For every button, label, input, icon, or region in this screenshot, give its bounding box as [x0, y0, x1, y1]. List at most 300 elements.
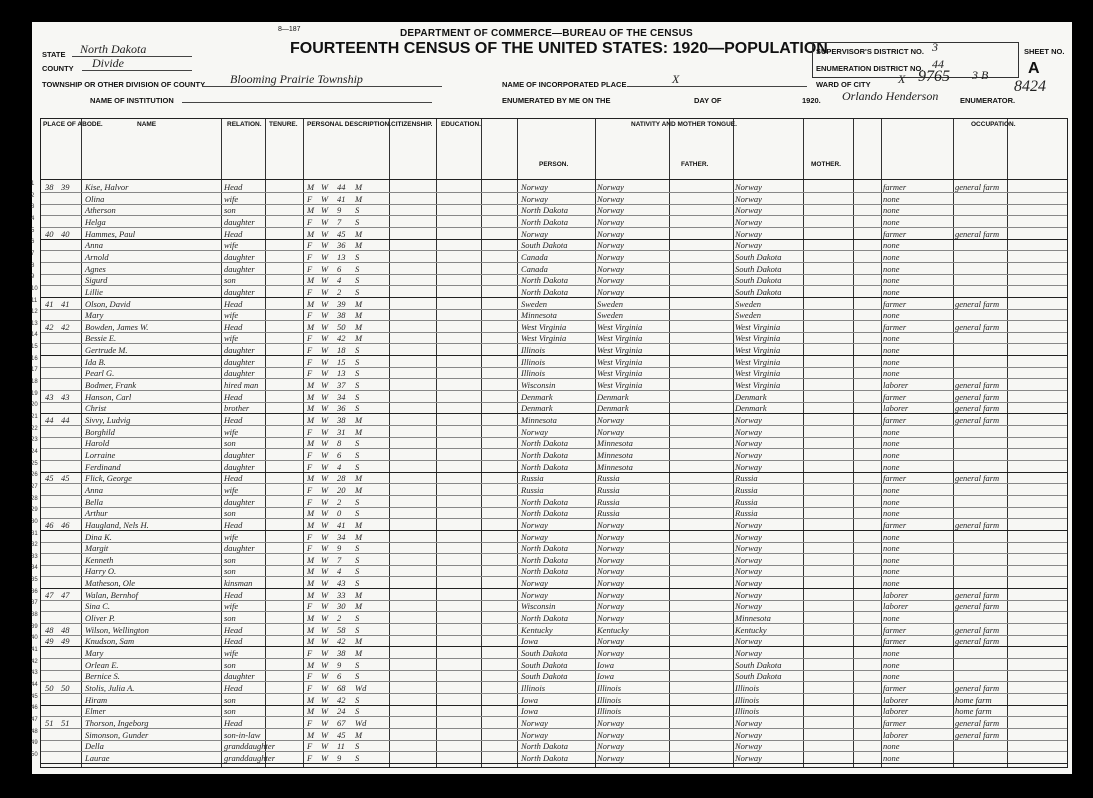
cell-sex: M — [307, 589, 315, 600]
cell-fbp: Illinois — [597, 694, 622, 705]
cell-sex: M — [307, 694, 315, 705]
cell-race: W — [321, 694, 329, 705]
cell-rel: daughter — [224, 356, 255, 367]
cell-mar: S — [355, 613, 360, 624]
cell-mar: S — [355, 380, 360, 391]
cell-fbp: West Virginia — [597, 321, 643, 332]
cell-bp: South Dakota — [521, 648, 568, 658]
cell-fbp: Illinois — [597, 706, 622, 717]
cell-rel: son — [224, 438, 236, 449]
table-row — [31, 204, 1067, 216]
cell-sex: M — [307, 275, 315, 286]
cell-mbp: Norway — [735, 543, 762, 554]
cell-fam: 44 — [61, 415, 70, 425]
cell-fbp: Minnesota — [597, 438, 633, 449]
cell-fbp: Norway — [597, 426, 624, 437]
cell-mbp: Norway — [735, 578, 762, 589]
cell-mar: M — [355, 298, 363, 309]
cell-fbp: Norway — [597, 286, 624, 297]
cell-age: 44 — [337, 182, 346, 192]
cell-age: 7 — [337, 554, 342, 565]
cell-ind: general farm — [955, 682, 1000, 693]
cell-fbp: Denmark — [597, 391, 629, 402]
cell-sex: M — [307, 554, 315, 565]
cell-age: 38 — [337, 648, 346, 658]
table-row — [31, 577, 1067, 589]
cell-age: 8 — [337, 438, 342, 449]
cell-rel: Head — [224, 717, 243, 728]
cell-fbp: Russia — [597, 473, 620, 484]
cell-name: Atherson — [85, 205, 116, 216]
cell-bp: West Virginia — [521, 333, 567, 344]
cell-age: 0 — [337, 508, 342, 519]
enumerator-signature: Orlando Henderson — [842, 89, 939, 103]
cell-name: Knudson, Sam — [85, 636, 135, 647]
cell-name: Oliver P. — [85, 613, 116, 624]
enumerated-label: ENUMERATED BY ME ON THE — [502, 96, 611, 105]
cell-occ: none — [883, 496, 900, 507]
cell-race: W — [321, 473, 329, 484]
cell-name: Sigurd — [85, 275, 108, 286]
section-name: NAME — [137, 121, 157, 128]
cell-sex: M — [307, 228, 315, 239]
cell-occ: none — [883, 438, 900, 449]
department-heading: DEPARTMENT OF COMMERCE—BUREAU OF THE CENSUS — [400, 28, 693, 39]
cell-age: 13 — [337, 368, 346, 379]
cell-age: 38 — [337, 310, 346, 321]
cell-ind: general farm — [955, 228, 1000, 239]
cell-age: 6 — [337, 449, 342, 460]
cell-name: Gertrude M. — [85, 345, 128, 356]
cell-mar: M — [355, 589, 363, 600]
cell-occ: none — [883, 554, 900, 565]
cell-dw: 44 — [45, 415, 54, 425]
cell-mbp: Russia — [735, 484, 758, 495]
cell-mbp: Norway — [735, 531, 762, 542]
cell-bp: North Dakota — [521, 205, 568, 216]
cell-dw: 48 — [45, 624, 54, 635]
table-row — [31, 728, 1067, 741]
cell-name: Arnold — [85, 251, 109, 262]
cell-race: W — [321, 648, 329, 658]
cell-mar: S — [355, 508, 360, 519]
cell-fbp: Illinois — [597, 682, 622, 693]
subsection-person: PERSON. — [539, 161, 569, 168]
cell-mar: M — [355, 333, 363, 344]
cell-sex: M — [307, 508, 315, 519]
cell-race: W — [321, 636, 329, 647]
table-row — [31, 448, 1067, 461]
cell-mbp: Norway — [735, 741, 762, 752]
cell-bp: Canada — [521, 263, 548, 274]
cell-race: W — [321, 182, 329, 192]
cell-name: Ferdinand — [85, 461, 121, 472]
cell-mbp: South Dakota — [735, 275, 782, 286]
cell-race: W — [321, 741, 329, 752]
line-number: 4 — [31, 215, 35, 222]
cell-bp: Wisconsin — [521, 380, 556, 391]
cell-bp: North Dakota — [521, 449, 568, 460]
cell-race: W — [321, 216, 329, 227]
cell-ind: general farm — [955, 717, 1000, 728]
cell-age: 18 — [337, 345, 346, 356]
cell-fbp: Norway — [597, 554, 624, 565]
cell-race: W — [321, 519, 329, 530]
cell-occ: none — [883, 671, 900, 682]
cell-name: Hiram — [85, 694, 108, 705]
line-number: 24 — [31, 448, 38, 455]
cell-mar: M — [355, 601, 363, 612]
line-number: 50 — [31, 751, 38, 758]
cell-sex: F — [307, 286, 313, 297]
cell-sex: M — [307, 415, 315, 425]
cell-bp: Minnesota — [521, 310, 557, 321]
cell-mar: S — [355, 286, 360, 297]
table-row — [31, 320, 1067, 333]
cell-sex: F — [307, 682, 313, 693]
cell-fam: 50 — [61, 682, 70, 693]
line-number: 40 — [31, 635, 38, 642]
subsection-mother: MOTHER. — [811, 161, 841, 168]
line-number: 20 — [31, 402, 38, 409]
cell-mbp: Illinois — [735, 694, 760, 705]
cell-mbp: Illinois — [735, 682, 760, 693]
cell-age: 42 — [337, 694, 346, 705]
state-label: STATE — [42, 50, 66, 59]
cell-bp: Norway — [521, 717, 548, 728]
cell-fbp: Norway — [597, 717, 624, 728]
cell-fbp: Norway — [597, 636, 624, 647]
cell-name: Harry O. — [85, 566, 117, 577]
line-number: 31 — [31, 530, 38, 537]
cell-bp: South Dakota — [521, 671, 568, 682]
table-row — [31, 670, 1067, 682]
cell-name: Della — [85, 741, 104, 752]
table-row — [31, 460, 1067, 473]
cell-occ: none — [883, 251, 900, 262]
cell-age: 20 — [337, 484, 346, 495]
cell-rel: son — [224, 694, 236, 705]
cell-sex: M — [307, 706, 315, 717]
cell-fbp: Norway — [597, 578, 624, 589]
cell-ind: general farm — [955, 403, 1000, 414]
cell-age: 24 — [337, 706, 346, 717]
line-number: 17 — [31, 367, 38, 374]
cell-age: 31 — [337, 426, 346, 437]
cell-fbp: Norway — [597, 251, 624, 262]
cell-occ: none — [883, 426, 900, 437]
line-number: 48 — [31, 728, 38, 735]
cell-occ: farmer — [883, 228, 907, 239]
cell-mar: M — [355, 426, 363, 437]
cell-rel: son — [224, 659, 236, 670]
cell-fbp: Norway — [597, 566, 624, 577]
cell-occ: none — [883, 345, 900, 356]
cell-occ: none — [883, 275, 900, 286]
section-occupation: OCCUPATION. — [971, 121, 1016, 128]
cell-sex: F — [307, 426, 313, 437]
cell-sex: F — [307, 333, 313, 344]
cell-name: Helga — [85, 216, 106, 227]
cell-rel: kinsman — [224, 578, 253, 589]
cell-fbp: Minnesota — [597, 461, 633, 472]
line-number: 30 — [31, 518, 38, 525]
cell-age: 9 — [337, 659, 342, 670]
line-number: 29 — [31, 507, 38, 514]
cell-fbp: Norway — [597, 613, 624, 624]
cell-name: Borghild — [85, 426, 115, 437]
cell-occ: none — [883, 286, 900, 297]
cell-name: Anna — [85, 240, 103, 251]
cell-sex: M — [307, 613, 315, 624]
cell-name: Flick, George — [85, 473, 132, 484]
cell-name: Wilson, Wellington — [85, 624, 149, 635]
cell-rel: Head — [224, 473, 243, 484]
cell-occ: none — [883, 356, 900, 367]
table-row — [31, 425, 1067, 438]
cell-fam: 40 — [61, 228, 70, 239]
cell-mar: S — [355, 741, 360, 752]
table-row — [31, 483, 1067, 496]
cell-mar: M — [355, 636, 363, 647]
ed-value: 44 — [932, 57, 944, 71]
cell-mar: S — [355, 216, 360, 227]
cell-fbp: Norway — [597, 741, 624, 752]
cell-rel: wife — [224, 531, 239, 542]
cell-ind: general farm — [955, 624, 1000, 635]
cell-race: W — [321, 729, 329, 740]
table-row — [31, 192, 1067, 205]
line-number: 9 — [31, 274, 35, 281]
cell-bp: Iowa — [521, 636, 538, 647]
cell-age: 9 — [337, 205, 342, 216]
cell-sex: M — [307, 578, 315, 589]
line-number: 6 — [31, 239, 35, 246]
cell-occ: none — [883, 508, 900, 519]
cell-race: W — [321, 251, 329, 262]
cell-race: W — [321, 659, 329, 670]
cell-mar: S — [355, 345, 360, 356]
cell-age: 33 — [337, 589, 346, 600]
cell-dw: 40 — [45, 228, 54, 239]
cell-fbp: Norway — [597, 415, 624, 425]
cell-sex: M — [307, 403, 315, 414]
cell-occ: none — [883, 752, 900, 763]
cell-race: W — [321, 380, 329, 391]
cell-sex: F — [307, 601, 313, 612]
cell-name: Ida B. — [85, 356, 106, 367]
cell-sex: M — [307, 624, 315, 635]
cell-bp: Norway — [521, 531, 548, 542]
table-row — [31, 600, 1067, 612]
cell-mbp: Norway — [735, 228, 762, 239]
cell-occ: none — [883, 333, 900, 344]
table-row — [31, 379, 1067, 391]
cell-occ: none — [883, 205, 900, 216]
form-number: 8—187 — [278, 26, 301, 33]
cell-race: W — [321, 391, 329, 402]
cell-mbp: Norway — [735, 717, 762, 728]
cell-mar: S — [355, 624, 360, 635]
cell-fam: 47 — [61, 589, 70, 600]
cell-name: Pearl G. — [85, 368, 115, 379]
cell-rel: Head — [224, 391, 243, 402]
cell-sex: F — [307, 484, 313, 495]
cell-rel: son — [224, 706, 236, 717]
cell-age: 6 — [337, 671, 342, 682]
table-row — [31, 542, 1067, 554]
cell-rel: wife — [224, 601, 239, 612]
cell-age: 45 — [337, 228, 346, 239]
cell-rel: daughter — [224, 543, 255, 554]
cell-age: 11 — [337, 741, 345, 752]
table-row — [31, 437, 1067, 449]
cell-bp: Canada — [521, 251, 548, 262]
cell-occ: none — [883, 613, 900, 624]
cell-rel: brother — [224, 403, 250, 414]
line-number: 34 — [31, 565, 38, 572]
cell-fam: 42 — [61, 321, 70, 332]
cell-fbp: Russia — [597, 496, 620, 507]
cell-mar: S — [355, 706, 360, 717]
cell-sex: M — [307, 519, 315, 530]
table-row — [31, 390, 1067, 403]
cell-fbp: West Virginia — [597, 345, 643, 356]
supervisor-value: 3 — [932, 40, 938, 54]
cell-sex: M — [307, 391, 315, 402]
cell-sex: M — [307, 380, 315, 391]
line-number: 41 — [31, 647, 38, 653]
cell-race: W — [321, 461, 329, 472]
cell-mar: M — [355, 531, 363, 542]
cell-age: 34 — [337, 531, 346, 542]
cell-race: W — [321, 345, 329, 356]
cell-bp: Norway — [521, 589, 548, 600]
cell-name: Bowden, James W. — [85, 321, 149, 332]
cell-sex: M — [307, 729, 315, 740]
cell-sex: F — [307, 461, 313, 472]
cell-ind: general farm — [955, 298, 1000, 309]
table-row — [31, 507, 1067, 519]
line-number: 8 — [31, 262, 35, 269]
cell-occ: none — [883, 368, 900, 379]
cell-mbp: South Dakota — [735, 659, 782, 670]
cell-rel: Head — [224, 321, 243, 332]
cell-name: Olson, David — [85, 298, 131, 309]
cell-dw: 47 — [45, 589, 54, 600]
cell-race: W — [321, 543, 329, 554]
cell-age: 43 — [337, 578, 346, 589]
cell-bp: South Dakota — [521, 659, 568, 670]
cell-mbp: Norway — [735, 554, 762, 565]
cell-name: Bessie E. — [85, 333, 117, 344]
cell-name: Agnes — [85, 263, 106, 274]
cell-occ: farmer — [883, 473, 907, 484]
cell-dw: 42 — [45, 321, 54, 332]
cell-race: W — [321, 368, 329, 379]
cell-rel: Head — [224, 228, 243, 239]
cell-race: W — [321, 333, 329, 344]
cell-fbp: Russia — [597, 484, 620, 495]
cell-age: 42 — [337, 636, 346, 647]
cell-dw: 49 — [45, 636, 54, 647]
section-citizenship: CITIZENSHIP. — [391, 121, 433, 128]
line-number: 27 — [31, 483, 38, 490]
line-number: 13 — [31, 320, 38, 327]
cell-mbp: Denmark — [735, 391, 767, 402]
institution-label: NAME OF INSTITUTION — [90, 96, 174, 105]
cell-fbp: Sweden — [597, 298, 623, 309]
cell-rel: wife — [224, 426, 239, 437]
cell-name: Lillie — [85, 286, 103, 297]
cell-occ: none — [883, 263, 900, 274]
incorporated-value: X — [672, 72, 680, 86]
sheet-value: A — [1028, 60, 1040, 77]
cell-name: Kenneth — [85, 554, 114, 565]
cell-mbp: Minnesota — [735, 613, 771, 624]
cell-age: 4 — [337, 566, 342, 577]
cell-ind: general farm — [955, 601, 1000, 612]
table-row — [31, 623, 1067, 636]
cell-age: 67 — [337, 717, 346, 728]
cell-name: Walan, Bernhof — [85, 589, 139, 600]
cell-age: 2 — [337, 286, 342, 297]
cell-fam: 39 — [61, 182, 70, 192]
cell-rel: daughter — [224, 251, 255, 262]
cell-race: W — [321, 752, 329, 763]
line-number: 42 — [31, 658, 38, 665]
cell-fbp: Norway — [597, 648, 624, 658]
cell-mbp: Norway — [735, 589, 762, 600]
cell-occ: farmer — [883, 519, 907, 530]
cell-age: 45 — [337, 729, 346, 740]
cell-rel: son — [224, 554, 236, 565]
cell-race: W — [321, 310, 329, 321]
section-nativity: NATIVITY AND MOTHER TONGUE. — [631, 121, 737, 128]
cell-race: W — [321, 403, 329, 414]
cell-fbp: Norway — [597, 182, 624, 192]
cell-name: Anna — [85, 484, 103, 495]
cell-fbp: Norway — [597, 531, 624, 542]
cell-ind: home farm — [955, 706, 992, 717]
cell-occ: none — [883, 461, 900, 472]
cell-mar: S — [355, 251, 360, 262]
table-row — [31, 309, 1067, 321]
line-number: 22 — [31, 425, 38, 432]
cell-name: Mary — [85, 648, 104, 658]
cell-rel: daughter — [224, 461, 255, 472]
cell-ind: general farm — [955, 391, 1000, 402]
cell-age: 2 — [337, 496, 342, 507]
cell-age: 34 — [337, 391, 346, 402]
cell-rel: Head — [224, 182, 243, 192]
table-row — [31, 681, 1067, 694]
cell-race: W — [321, 275, 329, 286]
day-label: DAY OF — [694, 96, 722, 105]
cell-bp: North Dakota — [521, 554, 568, 565]
sheet-label: SHEET NO. — [1024, 47, 1065, 56]
cell-mbp: Norway — [735, 729, 762, 740]
cell-fbp: Denmark — [597, 403, 629, 414]
cell-rel: wife — [224, 193, 239, 204]
cell-mbp: Norway — [735, 216, 762, 227]
cell-sex: F — [307, 543, 313, 554]
cell-age: 39 — [337, 298, 346, 309]
cell-race: W — [321, 415, 329, 425]
cell-mar: M — [355, 182, 363, 192]
table-row — [31, 297, 1067, 310]
table-row — [31, 530, 1067, 543]
